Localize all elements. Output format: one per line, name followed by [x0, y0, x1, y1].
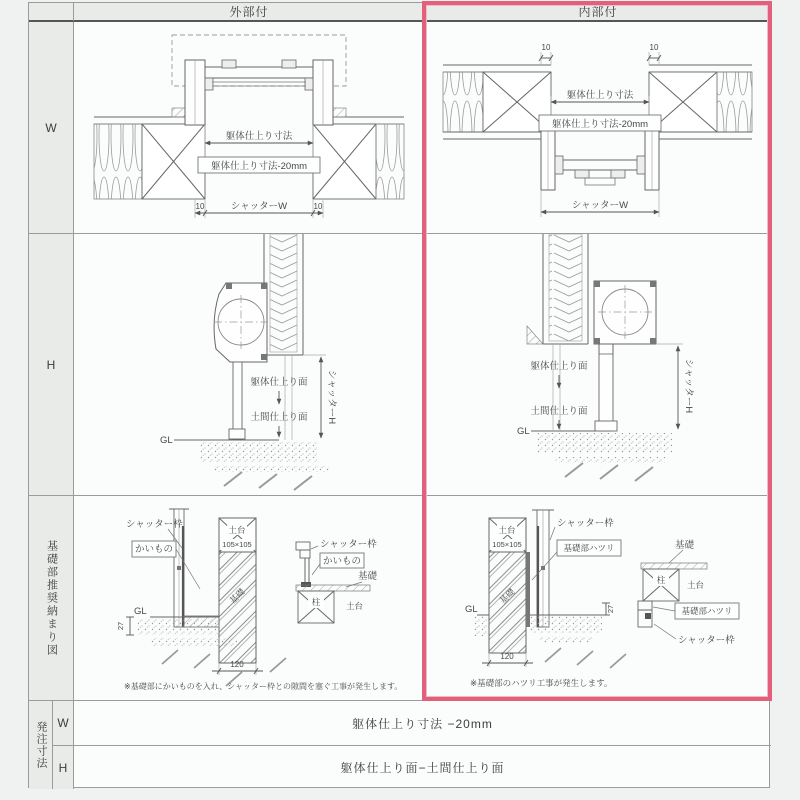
gl-label-fnd-ext: GL [134, 606, 147, 617]
kaimono-label-ext: かいもの [134, 544, 174, 555]
sidebar-h-label: H [46, 357, 56, 372]
header-exterior-label: 外部付 [229, 5, 269, 19]
dim-10-left-ext: 10 [195, 202, 205, 211]
order-h-value: 躯体仕上り面−土間仕上り面 [340, 761, 505, 775]
dodai-size-label-ext: 105×105 [222, 540, 252, 549]
drawing-w-interior-cell [425, 22, 771, 234]
foundation-note-ext: ※基礎部にかいものを入れ、シャッター枠との隙間を塞ぐ工事が発生します。 [124, 682, 403, 691]
gl-label-fnd-int: GL [465, 604, 478, 615]
body-face-label-ext: 躯体仕上り面 [250, 377, 308, 388]
drawing-h-interior [425, 234, 770, 495]
dodai-label-ext2: 土台 [346, 601, 364, 611]
drawing-w-exterior-cell [74, 22, 425, 234]
hashira-label-ext: 柱 [311, 597, 321, 607]
dim-10-right-int: 10 [649, 43, 659, 52]
dim-opening-minus-label-ext: 躯体仕上り寸法-20mm [210, 161, 308, 172]
sidebar-order-label-cell [29, 701, 53, 789]
spec-table [28, 2, 770, 788]
hatsuri-label-int: 基礎部ハツリ [563, 543, 615, 553]
header-exterior-mount [74, 3, 425, 22]
header-interior-label: 内部付 [578, 5, 618, 19]
order-w-label-cell [53, 701, 74, 746]
order-h-label-cell [53, 746, 74, 789]
dim-120-int: 120 [500, 652, 514, 661]
header-corner-cell [29, 3, 74, 22]
hashira-label-int: 柱 [656, 575, 666, 585]
drawing-h-interior-cell [425, 234, 771, 496]
dim-shutter-w-int: シャッターW [571, 200, 629, 211]
sidebar-row-w [29, 22, 74, 234]
dim-shutter-w-ext: シャッターW [230, 201, 288, 212]
dim-opening-minus-label-int: 躯体仕上り寸法-20mm [551, 119, 649, 130]
shutter-frame-label-ext2: シャッター枠 [320, 539, 377, 550]
kiso-label-ext2: 基礎 [358, 571, 378, 582]
dim-10-left-int: 10 [541, 43, 551, 52]
body-face-label-int: 躯体仕上り面 [530, 361, 588, 372]
drawing-w-exterior [74, 22, 424, 233]
order-h-label: H [58, 760, 68, 775]
floor-face-label-int: 土間仕上り面 [530, 406, 588, 417]
dodai-label-int2: 土台 [687, 580, 705, 590]
dim-shutter-h-int: シャッターH [683, 358, 694, 414]
dim-27-ext: 27 [116, 621, 125, 631]
dim-10-right-ext: 10 [313, 202, 323, 211]
shutter-frame-label-ext: シャッター枠 [126, 519, 183, 530]
drawing-h-exterior-cell [74, 234, 425, 496]
kaimono-label-ext2: かいもの [322, 556, 362, 567]
foundation-note-int: ※基礎部のハツリ工事が発生します。 [470, 678, 613, 688]
header-interior-mount [425, 3, 771, 22]
drawing-w-interior [425, 22, 770, 233]
dim-opening-label-int: 躯体仕上り寸法 [566, 90, 634, 101]
dim-27-int: 27 [606, 604, 615, 614]
hatsuri-label-int2: 基礎部ハツリ [681, 606, 733, 616]
order-w-value: 躯体仕上り寸法 −20mm [352, 716, 493, 731]
shutter-frame-label-int2: シャッター枠 [678, 635, 735, 646]
gl-label-h-ext: GL [160, 435, 173, 446]
drawing-foundation-interior-cell [425, 496, 771, 701]
kiso-label-ext: 基礎 [227, 586, 247, 606]
drawing-h-exterior [74, 234, 424, 495]
dodai-label-ext: 土台 [228, 525, 246, 535]
order-w-value-cell [74, 701, 771, 746]
kiso-label-int: 基礎 [497, 586, 517, 606]
dodai-label-int: 土台 [498, 525, 516, 535]
order-h-value-cell [74, 746, 771, 789]
dodai-size-label-int: 105×105 [492, 540, 522, 549]
gl-label-h-int: GL [517, 426, 530, 437]
dim-shutter-h-ext: シャッターH [326, 369, 337, 425]
drawing-foundation-exterior-cell [74, 496, 425, 701]
kiso-label-int2: 基礎 [675, 540, 695, 551]
sidebar-foundation-label: 基礎部推奨納まり図 [45, 539, 58, 657]
sidebar-w-label: W [45, 120, 57, 135]
sidebar-order-label: 発注寸法 [35, 721, 47, 769]
drawing-foundation-interior [425, 496, 770, 700]
sidebar-row-foundation [29, 496, 74, 701]
order-w-label: W [57, 716, 69, 730]
sidebar-row-h [29, 234, 74, 496]
dim-opening-label-ext: 躯体仕上り寸法 [225, 131, 293, 142]
floor-face-label-ext: 土間仕上り面 [250, 412, 308, 423]
drawing-foundation-exterior [74, 496, 424, 700]
shutter-frame-label-int: シャッター枠 [557, 518, 614, 529]
dim-120-ext: 120 [230, 660, 244, 669]
